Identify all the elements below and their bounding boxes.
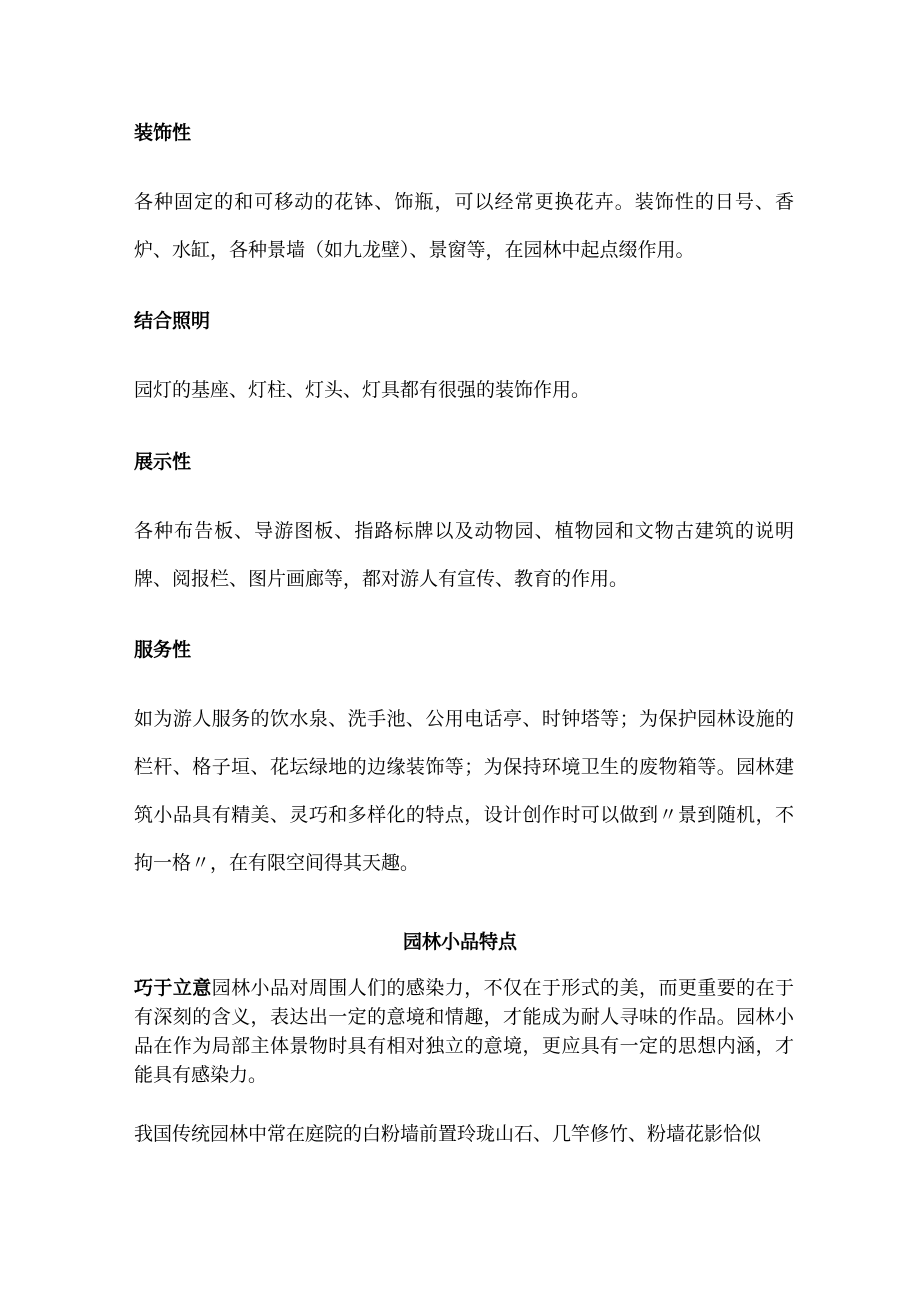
- feature-lead: 巧于立意: [134, 977, 212, 999]
- section-body-service: 如为游人服务的饮水泉、洗手池、公用电话亭、时钟塔等；为保护园林设施的栏杆、格子垣、花坛绿地的边缘装饰等；为保持环境卫生的废物箱等。园林建筑小品具有精美、灵巧和多样化的特点，设计创作时可以做到〃景到随机，不拘一格〃，在有限空间得其天趣。: [134, 708, 794, 874]
- section-heading-lighting: 结合照明: [134, 310, 211, 332]
- section-body-display: 各种布告板、导游图板、指路标牌以及动物园、植物园和文物古建筑的说明牌、阅报栏、图片画廊等，都对游人有宣传、教育的作用。: [134, 520, 794, 590]
- feature-paragraph: [134, 974, 794, 1090]
- feature-next-paragraph: 我国传统园林中常在庭院的白粉墙前置玲珑山石、几竿修竹、粉墙花影恰似: [134, 1123, 762, 1145]
- feature-title: 园林小品特点: [402, 931, 517, 953]
- section-heading-service: 服务性: [134, 639, 192, 661]
- section-heading-display: 展示性: [134, 451, 192, 473]
- section-body-decorative: 各种固定的和可移动的花钵、饰瓶，可以经常更换花卉。装饰性的日号、香炉、水缸，各种景墙（如九龙壁）、景窗等，在园林中起点缀作用。: [134, 191, 794, 261]
- feature-body: 园林小品对周围人们的感染力，不仅在于形式的美，而更重要的在于有深刻的含义，表达出一定的意境和情趣，才能成为耐人寻味的作品。园林小品在作为局部主体景物时具有相对独立的意境，更应具有一定的思想内涵，才能具有感染力。: [134, 977, 794, 1086]
- section-body-lighting: 园灯的基座、灯柱、灯头、灯具都有很强的装饰作用。: [134, 379, 591, 401]
- section-heading-decorative: 装饰性: [134, 122, 192, 144]
